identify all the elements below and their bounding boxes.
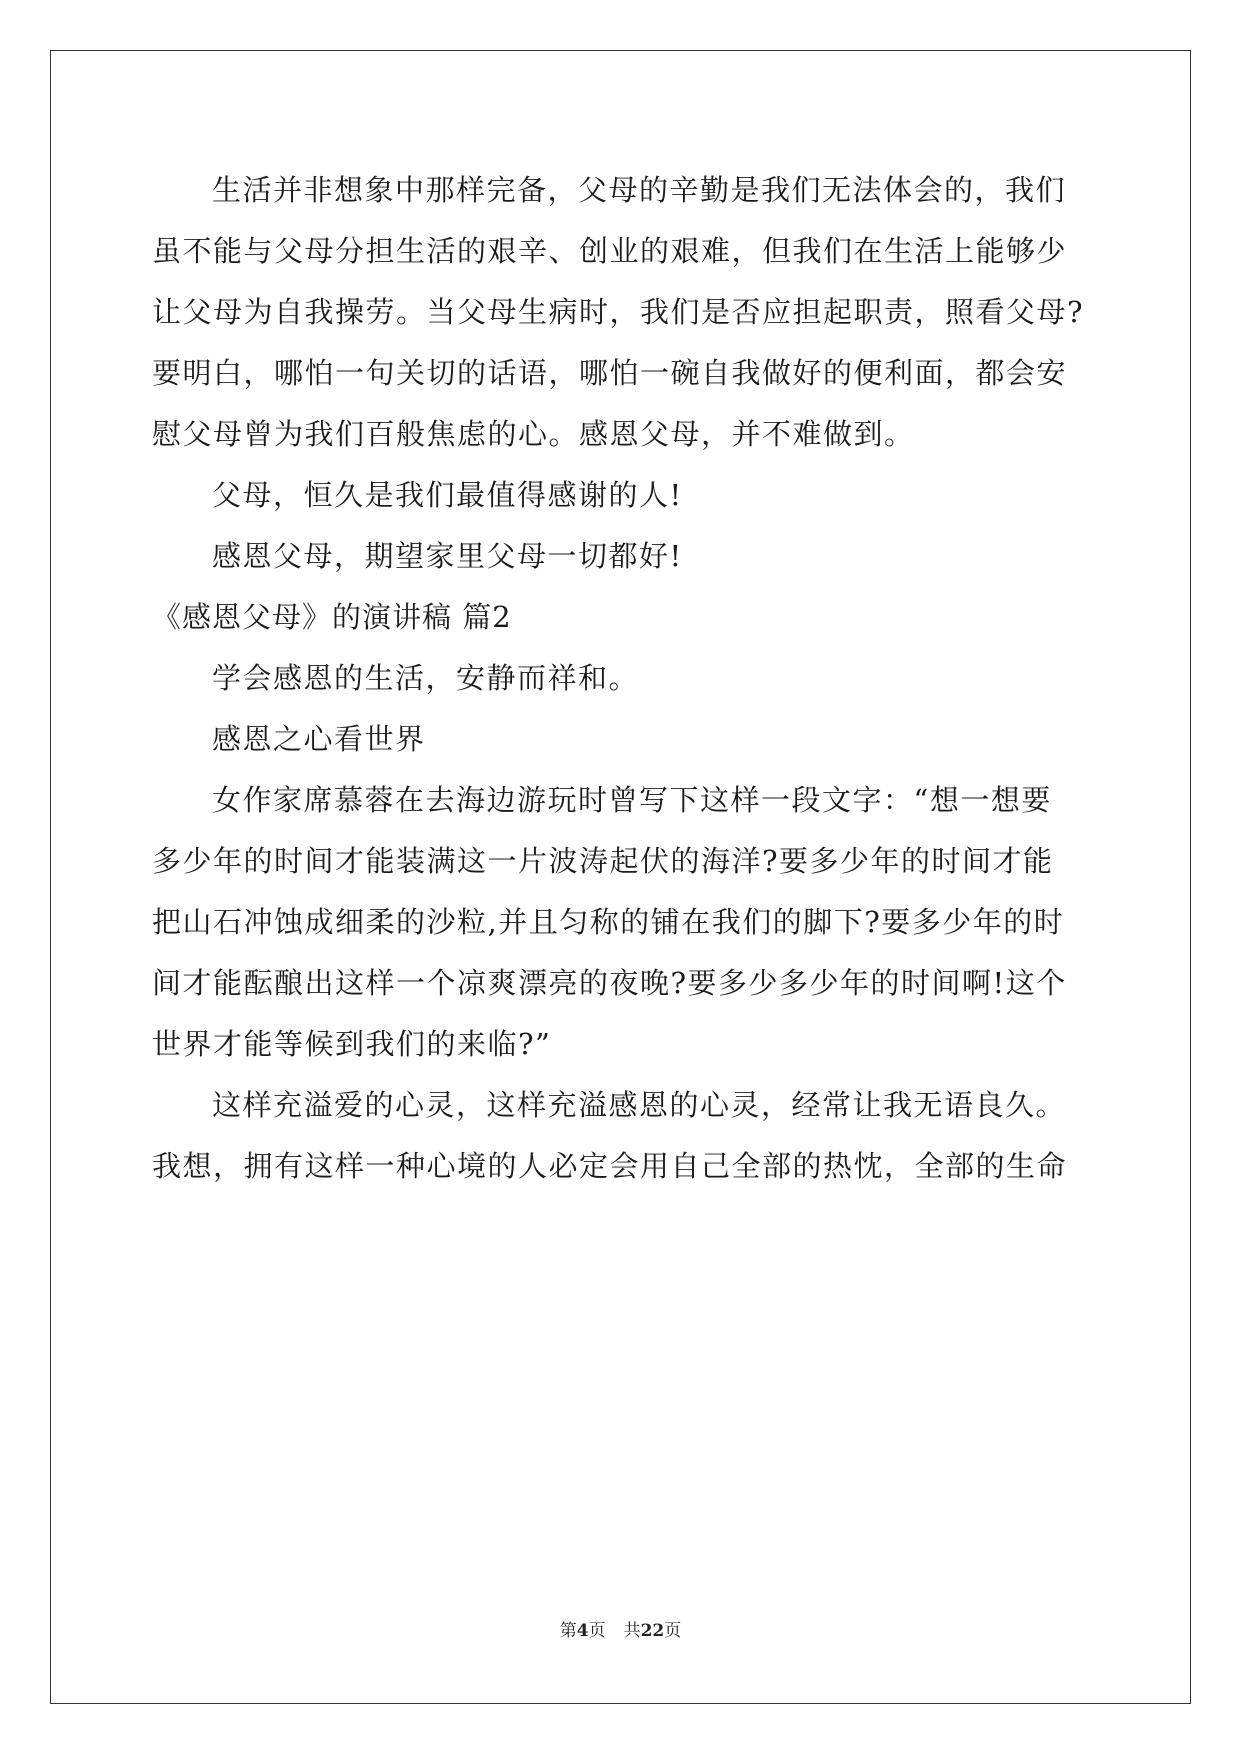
text-line: 要明白，哪怕一句关切的话语，哪怕一碗自我做好的便利面，都会安	[152, 356, 1068, 390]
paragraph-4	[152, 648, 1092, 709]
text-line: 虽不能与父母分担生活的艰辛、创业的艰难，但我们在生活上能够少	[152, 234, 1068, 268]
total-pages-number: 22	[640, 1621, 665, 1641]
page-prefix: 第	[559, 1621, 577, 1641]
text-line: 慰父母曾为我们百般焦虑的心。感恩父母，并不难做到。	[152, 417, 915, 451]
paragraph-6	[152, 770, 1092, 1075]
text-line: 世界才能等候到我们的来临?”	[152, 1027, 552, 1061]
text-line: 感恩父母，期望家里父母一切都好!	[212, 539, 683, 573]
text-line: 学会感恩的生活，安静而祥和。	[212, 661, 640, 695]
paragraph-7	[152, 1075, 1092, 1197]
section-heading: 《感恩父母》的演讲稿 篇2	[152, 600, 512, 634]
paragraph-1	[152, 160, 1092, 465]
text-line: 感恩之心看世界	[212, 722, 426, 756]
text-line: 女作家席慕蓉在去海边游玩时曾写下这样一段文字：“想一想要	[212, 783, 1052, 817]
current-page-number: 4	[576, 1621, 589, 1641]
paragraph-3	[152, 526, 1092, 587]
text-line: 这样充溢爱的心灵，这样充溢感恩的心灵，经常让我无语良久。	[212, 1088, 1067, 1122]
text-line: 间才能酝酿出这样一个凉爽漂亮的夜晚?要多少多少年的时间啊!这个	[152, 966, 1067, 1000]
total-prefix: 共	[623, 1621, 641, 1641]
document-body	[152, 160, 1092, 1197]
text-line: 多少年的时间才能装满这一片波涛起伏的海洋?要多少年的时间才能	[152, 844, 1054, 878]
page-footer	[0, 1619, 1241, 1643]
text-line: 父母，恒久是我们最值得感谢的人!	[212, 478, 683, 512]
text-line: 把山石冲蚀成细柔的沙粒,并且匀称的铺在我们的脚下?要多少年的时	[152, 905, 1065, 939]
text-line: 让父母为自我操劳。当父母生病时，我们是否应担起职责，照看父母?	[152, 295, 1085, 329]
page-suffix: 页	[588, 1621, 606, 1641]
text-line: 我想，拥有这样一种心境的人必定会用自己全部的热忱，全部的生命	[152, 1149, 1068, 1183]
paragraph-2	[152, 465, 1092, 526]
total-suffix: 页	[664, 1621, 682, 1641]
paragraph-5	[152, 709, 1092, 770]
text-line: 生活并非想象中那样完备，父母的辛勤是我们无法体会的，我们	[212, 173, 1067, 207]
